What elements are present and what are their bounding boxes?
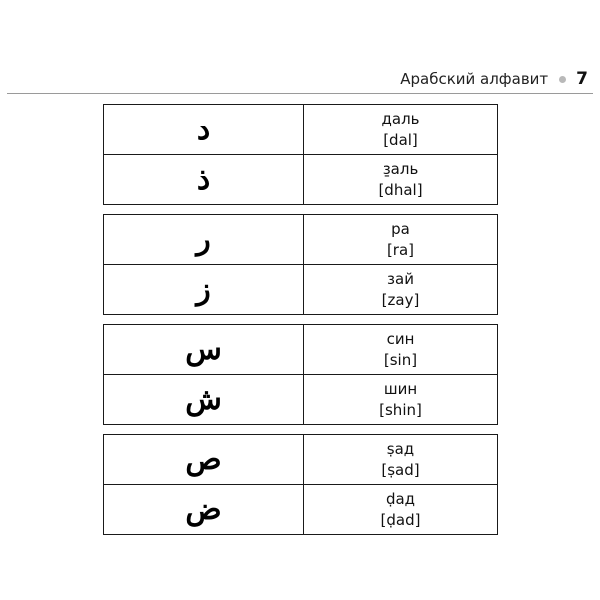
arabic-letter: ذ: [196, 161, 211, 197]
letter-row: [104, 215, 497, 264]
letter-name: ра: [391, 219, 410, 238]
alphabet-tables: [103, 104, 498, 544]
letter-cell: [104, 375, 304, 424]
letter-cell: [104, 155, 304, 204]
name-cell: [304, 105, 497, 154]
page-title: Арабский алфавит: [400, 70, 549, 88]
bullet-dot-icon: [559, 76, 566, 83]
letter-row: [104, 105, 497, 154]
letter-cell: [104, 105, 304, 154]
letter-name: зай: [387, 269, 414, 288]
letter-transliteration: [dhal]: [378, 180, 423, 199]
letter-cell: [104, 435, 304, 484]
letter-group: [103, 214, 498, 315]
letter-row: [104, 264, 497, 314]
letter-row: [104, 435, 497, 484]
name-cell: [304, 485, 497, 534]
letter-name: даль: [381, 109, 420, 128]
letter-name: ṣад: [386, 439, 415, 458]
letter-name: з̱аль: [382, 159, 419, 178]
arabic-letter: ر: [196, 221, 211, 257]
arabic-letter: د: [196, 111, 211, 147]
name-cell: [304, 375, 497, 424]
letter-transliteration: [zay]: [381, 290, 420, 309]
letter-cell: [104, 265, 304, 314]
letter-transliteration: [ra]: [386, 240, 415, 259]
arabic-letter: س: [185, 331, 222, 367]
letter-group: [103, 434, 498, 535]
header-divider: [7, 93, 593, 94]
letter-cell: [104, 215, 304, 264]
letter-cell: [104, 325, 304, 374]
letter-group: [103, 324, 498, 425]
letter-name: шин: [383, 379, 418, 398]
page-header: [400, 66, 588, 92]
arabic-letter: ش: [185, 381, 222, 417]
name-cell: [304, 155, 497, 204]
letter-name: ḍад: [385, 489, 416, 508]
letter-row: [104, 154, 497, 204]
name-cell: [304, 325, 497, 374]
arabic-letter: ز: [196, 271, 211, 307]
letter-name: син: [386, 329, 415, 348]
arabic-letter: ض: [185, 491, 222, 527]
name-cell: [304, 265, 497, 314]
page-number: 7: [576, 69, 588, 89]
letter-row: [104, 374, 497, 424]
letter-cell: [104, 485, 304, 534]
letter-transliteration: [ṣad]: [381, 460, 420, 479]
letter-group: [103, 104, 498, 205]
arabic-letter: ص: [185, 441, 222, 477]
letter-transliteration: [ḍad]: [380, 510, 421, 529]
name-cell: [304, 435, 497, 484]
name-cell: [304, 215, 497, 264]
letter-transliteration: [sin]: [383, 350, 418, 369]
letter-row: [104, 325, 497, 374]
letter-transliteration: [shin]: [379, 400, 422, 419]
letter-transliteration: [dal]: [383, 130, 418, 149]
letter-row: [104, 484, 497, 534]
